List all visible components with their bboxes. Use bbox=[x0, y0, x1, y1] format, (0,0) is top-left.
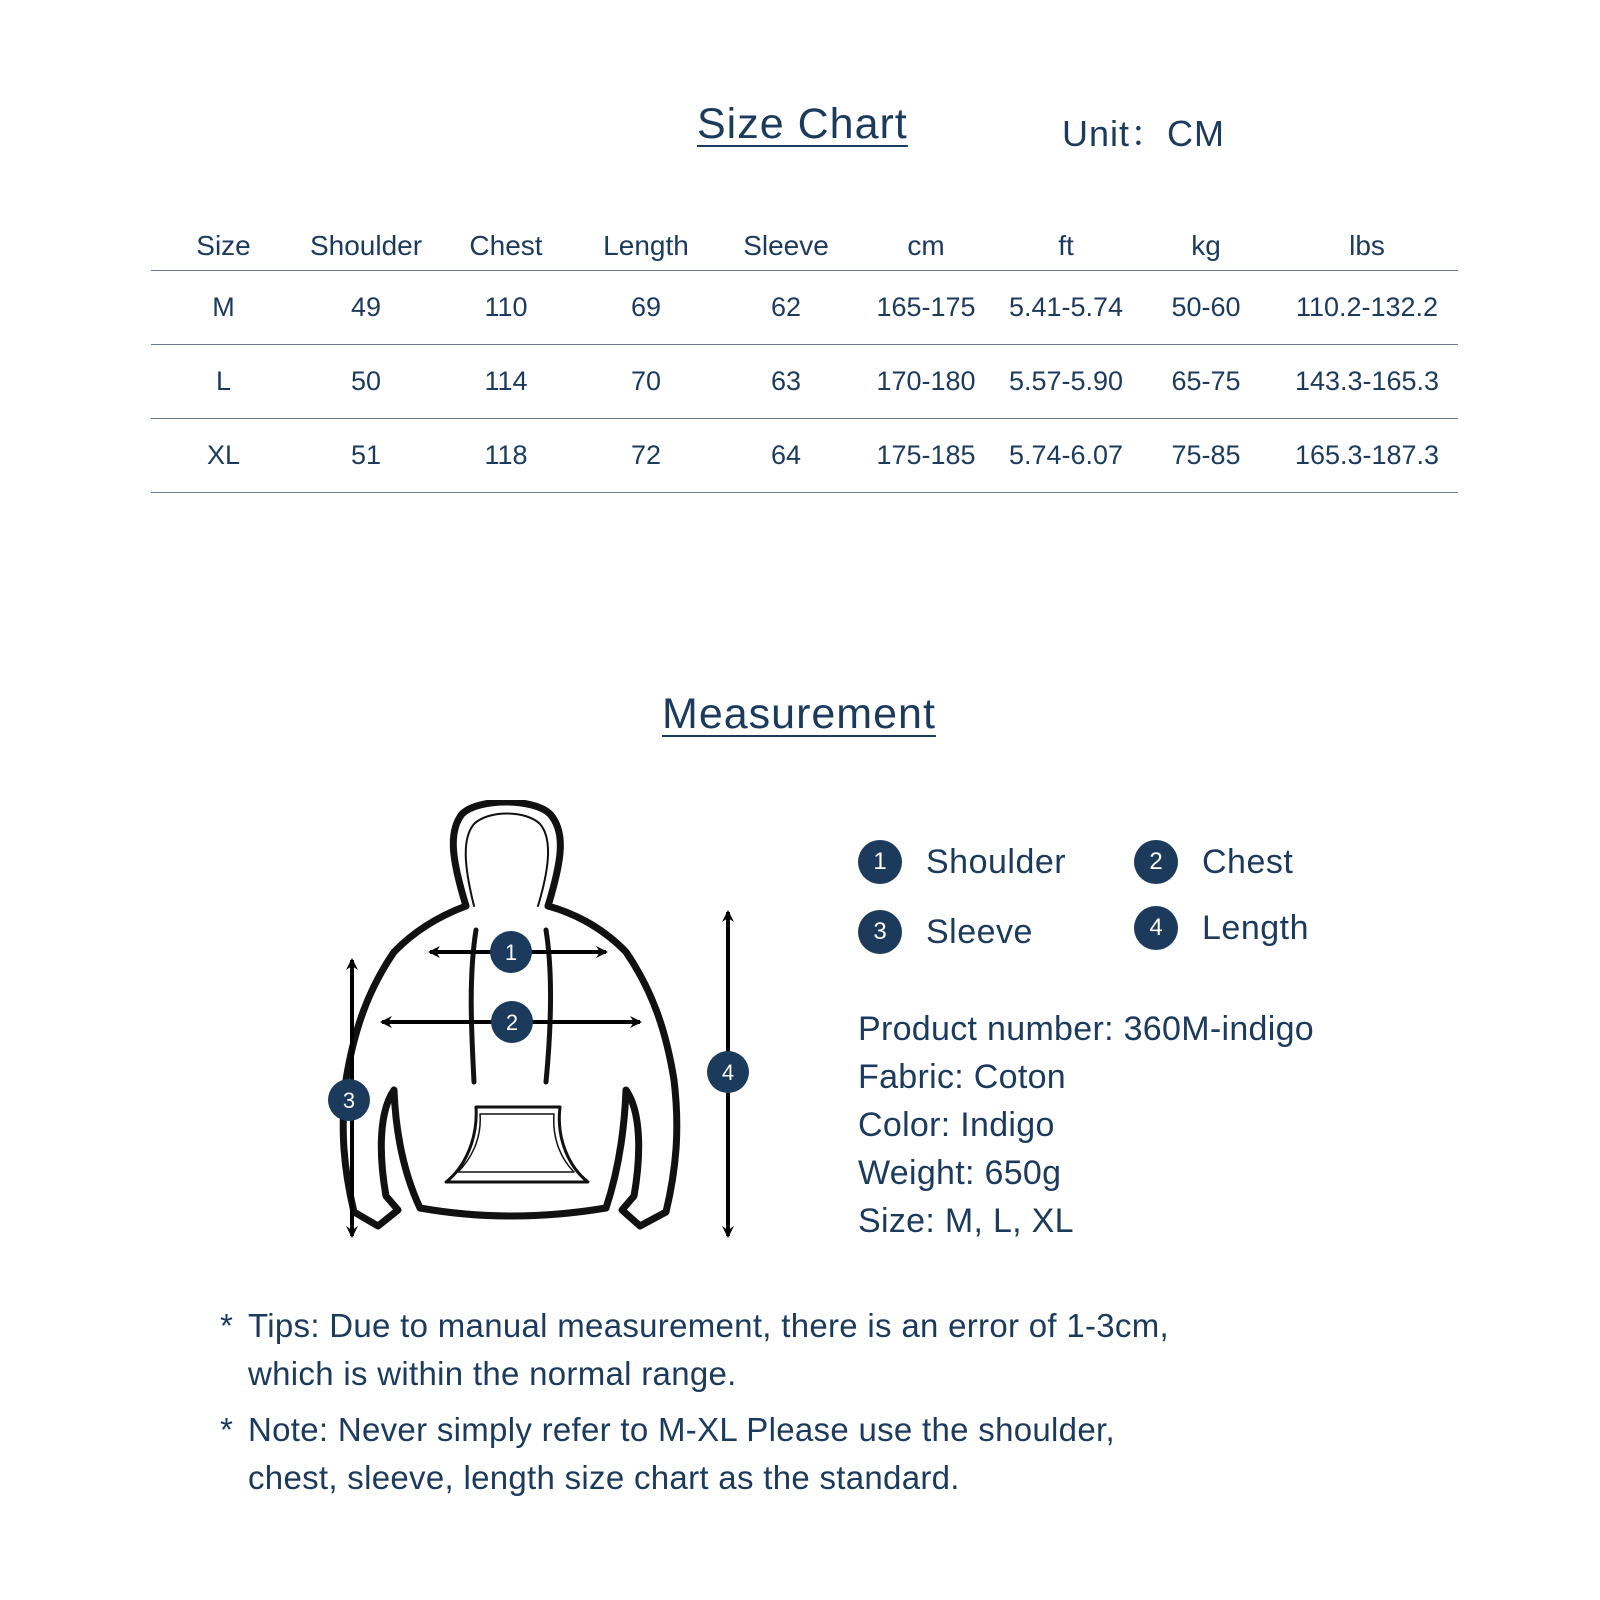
table-cell: 5.74-6.07 bbox=[996, 419, 1136, 493]
table-cell: M bbox=[151, 271, 296, 345]
table-cell: 110.2-132.2 bbox=[1276, 271, 1458, 345]
unit-label: Unit：CM bbox=[1062, 113, 1226, 154]
product-info bbox=[858, 1005, 1314, 1245]
table-cell: 5.57-5.90 bbox=[996, 345, 1136, 419]
marker-number: 3 bbox=[342, 1088, 356, 1113]
table-cell: 63 bbox=[716, 345, 856, 419]
standard-note bbox=[220, 1406, 1420, 1502]
note-bullet: * bbox=[220, 1411, 233, 1448]
legend-label: Sleeve bbox=[926, 912, 1033, 951]
table-cell: 69 bbox=[576, 271, 716, 345]
column-header: Size bbox=[151, 222, 296, 271]
marker-badge bbox=[491, 1001, 533, 1043]
table-header-row bbox=[151, 222, 1458, 271]
table-cell: 165-175 bbox=[856, 271, 996, 345]
product-fabric: Fabric: Coton bbox=[858, 1058, 1066, 1096]
product-color: Color: Indigo bbox=[858, 1106, 1055, 1144]
legend-item-sleeve bbox=[858, 910, 1033, 954]
column-header: Chest bbox=[436, 222, 576, 271]
measurement-legend bbox=[858, 840, 1378, 980]
hoodie-diagram-icon bbox=[320, 800, 760, 1250]
column-header: ft bbox=[996, 222, 1136, 271]
marker-number: 2 bbox=[505, 1010, 519, 1035]
measurement-title: Measurement bbox=[662, 690, 936, 738]
note-line: Note: Never simply refer to M-XL Please use the shoulder, bbox=[248, 1411, 1115, 1448]
column-header: lbs bbox=[1276, 222, 1458, 271]
table-cell: XL bbox=[151, 419, 296, 493]
table-cell: 49 bbox=[296, 271, 436, 345]
size-table bbox=[151, 222, 1458, 493]
tips-note bbox=[220, 1302, 1420, 1398]
note-line: chest, sleeve, length size chart as the standard. bbox=[248, 1459, 960, 1496]
legend-item-shoulder bbox=[858, 840, 1066, 884]
column-header: Shoulder bbox=[296, 222, 436, 271]
legend-badge: 2 bbox=[1134, 840, 1178, 884]
table-cell: 65-75 bbox=[1136, 345, 1276, 419]
table-row bbox=[151, 345, 1458, 419]
table-cell: 70 bbox=[576, 345, 716, 419]
table-cell: 50-60 bbox=[1136, 271, 1276, 345]
marker-number: 1 bbox=[504, 940, 518, 965]
table-cell: 143.3-165.3 bbox=[1276, 345, 1458, 419]
column-header: Length bbox=[576, 222, 716, 271]
product-weight: Weight: 650g bbox=[858, 1154, 1062, 1192]
table-cell: 170-180 bbox=[856, 345, 996, 419]
size-chart-title: Size Chart bbox=[697, 100, 908, 148]
marker-badge bbox=[328, 1079, 370, 1121]
note-line: Tips: Due to manual measurement, there is an error of 1-3cm, bbox=[248, 1307, 1169, 1344]
table-cell: 64 bbox=[716, 419, 856, 493]
notes-section bbox=[220, 1302, 1420, 1510]
marker-badge bbox=[490, 931, 532, 973]
table-cell: 72 bbox=[576, 419, 716, 493]
table-cell: 51 bbox=[296, 419, 436, 493]
legend-label: Chest bbox=[1202, 842, 1294, 881]
table-cell: L bbox=[151, 345, 296, 419]
table-cell: 75-85 bbox=[1136, 419, 1276, 493]
legend-label: Shoulder bbox=[926, 842, 1067, 881]
column-header: kg bbox=[1136, 222, 1276, 271]
note-bullet: * bbox=[220, 1307, 233, 1344]
product-sizes: Size: M, L, XL bbox=[858, 1202, 1074, 1240]
legend-badge: 1 bbox=[858, 840, 902, 884]
column-header: cm bbox=[856, 222, 996, 271]
legend-item-length bbox=[1134, 906, 1309, 950]
table-cell: 175-185 bbox=[856, 419, 996, 493]
column-header: Sleeve bbox=[716, 222, 856, 271]
table-cell: 165.3-187.3 bbox=[1276, 419, 1458, 493]
marker-number: 4 bbox=[721, 1060, 735, 1085]
legend-badge: 4 bbox=[1134, 906, 1178, 950]
table-cell: 118 bbox=[436, 419, 576, 493]
table-cell: 110 bbox=[436, 271, 576, 345]
note-line: which is within the normal range. bbox=[248, 1355, 737, 1392]
product-number: Product number: 360M-indigo bbox=[858, 1010, 1315, 1048]
table-cell: 50 bbox=[296, 345, 436, 419]
table-cell: 114 bbox=[436, 345, 576, 419]
legend-item-chest bbox=[1134, 840, 1293, 884]
table-cell: 62 bbox=[716, 271, 856, 345]
legend-badge: 3 bbox=[858, 910, 902, 954]
table-cell: 5.41-5.74 bbox=[996, 271, 1136, 345]
table-row bbox=[151, 271, 1458, 345]
legend-label: Length bbox=[1202, 908, 1309, 947]
marker-badge bbox=[707, 1051, 749, 1093]
table-row bbox=[151, 419, 1458, 493]
